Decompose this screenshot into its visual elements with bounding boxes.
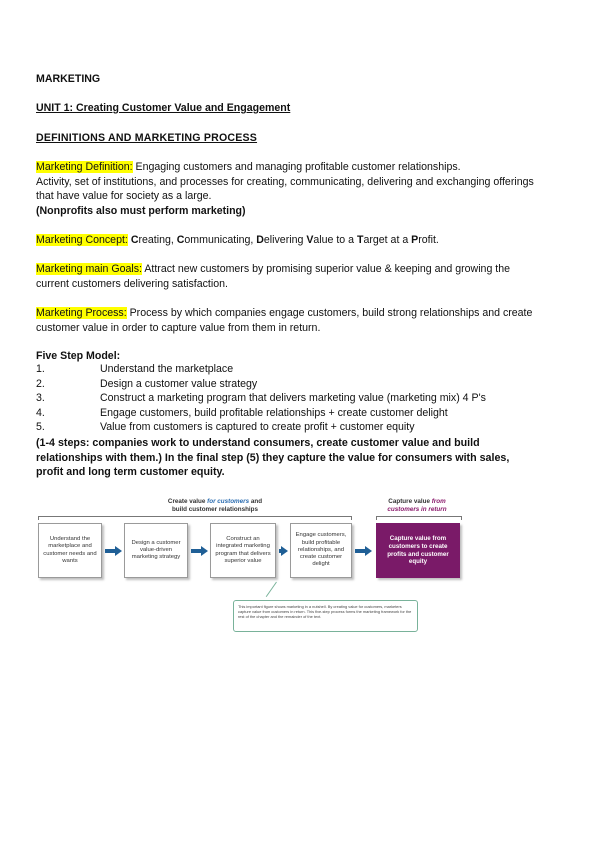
doc-title: MARKETING	[36, 73, 101, 85]
marketing-process-diagram	[38, 498, 462, 638]
five-step-list	[36, 362, 556, 435]
list-item: 3. Construct a marketing program that delivers marketing value (marketing mix) 4 P's	[36, 392, 486, 405]
step-box-engage: Engage customers, build profitable relationships, and create customer delight	[290, 523, 352, 578]
diagram-caption-note: This important figure shows marketing in a nutshell. By creating value for customers, marketers capture value from customers in return. This five-step process forms the marketing framework for the rest of the chapter and the remainder of the text.	[233, 600, 418, 632]
model-summary: (1-4 steps: companies work to understand consumers, create customer value and build relationships with them.) In the final step (5) they capture the value for consumers with sales, profit and long term customer equity.	[36, 437, 510, 479]
definition-line2: Activity, set of institutions, and processes for creating, communicating, delivering and exchanging offerings that have value for society as a large.	[36, 175, 534, 203]
process-paragraph	[36, 306, 536, 335]
nonprofit-note: (Nonprofits also must perform marketing)	[36, 204, 246, 217]
arrow-right-icon	[281, 546, 288, 556]
goals-text: Attract new customers by promising superior value & keeping and growing the current customers delivering satisfaction.	[36, 263, 511, 290]
definition-label: Marketing Definition:	[36, 161, 133, 173]
list-item: 4. Engage customers, build profitable relationships + create customer delight	[36, 406, 448, 419]
step-box-construct: Construct an integrated marketing program that delivers superior value	[210, 523, 276, 578]
definition-text: Engaging customers and managing profitable customer relationships.	[132, 161, 461, 173]
definition-paragraph	[36, 160, 536, 218]
callout-pointer	[266, 582, 277, 597]
unit-heading: UNIT 1: Creating Customer Value and Engagement	[36, 102, 291, 114]
process-label: Marketing Process:	[36, 307, 127, 319]
list-item: 2. Design a customer value strategy	[36, 377, 258, 390]
list-item: 5. Value from customers is captured to create profit + customer equity	[36, 421, 415, 434]
section-heading: DEFINITIONS AND MARKETING PROCESS	[36, 132, 258, 144]
goals-label: Marketing main Goals:	[36, 263, 142, 275]
arrow-shaft	[355, 549, 365, 553]
create-value-header: Create value for customers and build customer relationships	[167, 498, 263, 513]
concept-paragraph: Marketing Concept: Creating, Communicating, Delivering Value to a Target at a Profit.	[36, 234, 439, 246]
goals-paragraph	[36, 262, 526, 291]
capture-value-header: Capture value from customers in return	[387, 498, 447, 513]
create-value-bracket	[38, 516, 352, 520]
arrow-right-icon	[115, 546, 122, 556]
list-item: 1. Understand the marketplace	[36, 363, 234, 375]
arrow-right-icon	[201, 546, 208, 556]
capture-value-bracket	[376, 516, 462, 520]
step-box-design: Design a customer value-driven marketing strategy	[124, 523, 188, 578]
arrow-shaft	[191, 549, 201, 553]
arrow-right-icon	[365, 546, 372, 556]
arrow-shaft	[105, 549, 115, 553]
model-heading: Five Step Model:	[36, 350, 121, 362]
step-box-capture: Capture value from customers to create profits and customer equity	[376, 523, 460, 578]
process-text: Process by which companies engage customers, build strong relationships and create customer value in order to capture value from them in return.	[36, 307, 533, 334]
concept-label: Marketing Concept:	[36, 234, 128, 246]
step-box-understand: Understand the marketplace and customer needs and wants	[38, 523, 102, 578]
